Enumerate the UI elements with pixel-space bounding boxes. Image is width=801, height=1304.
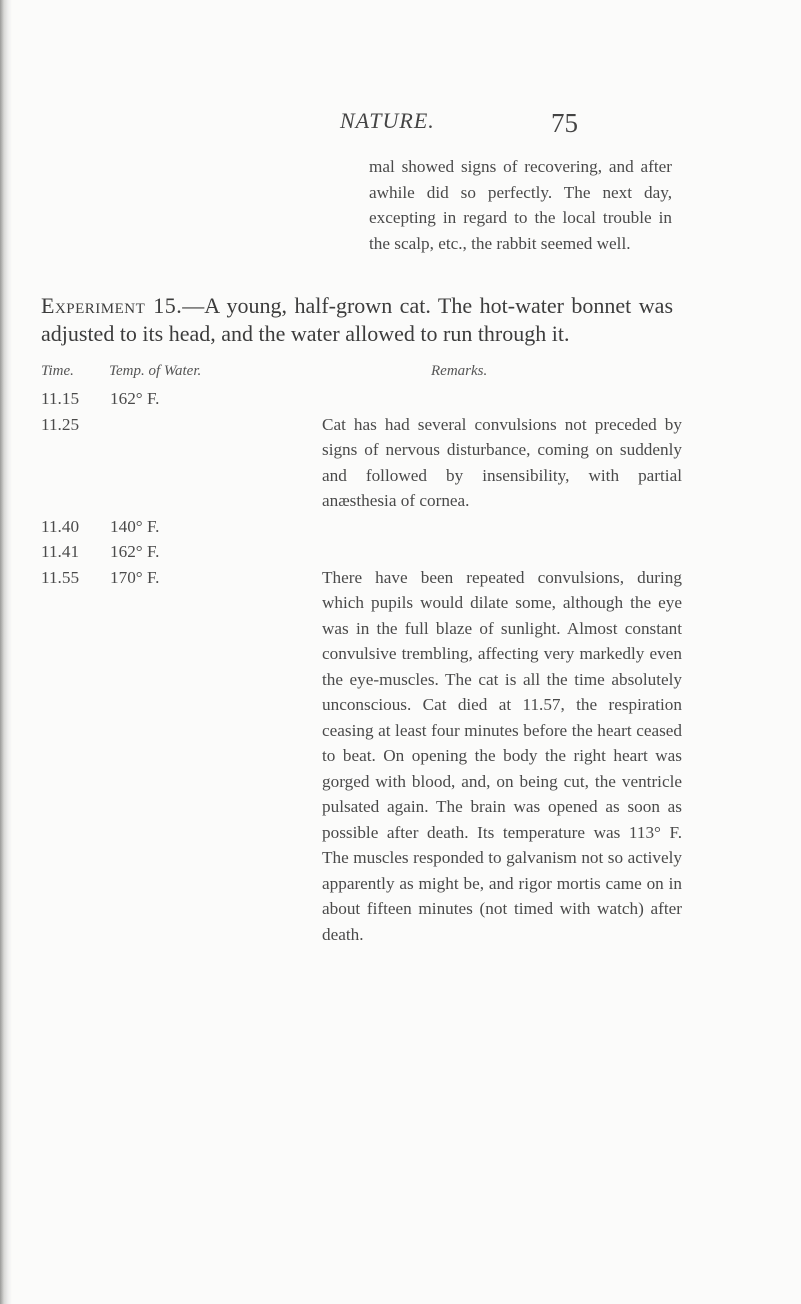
row-time: 11.40 bbox=[41, 516, 80, 536]
page-number: 75 bbox=[551, 108, 578, 138]
continued-paragraph: mal showed signs of recovering, and after awhile did so perfectly. The next day, excepting in regard to the local trouble in the scalp, etc., the rabbit seemed well. bbox=[369, 157, 672, 253]
book-spine-shadow bbox=[0, 0, 12, 1304]
header-remarks: Remarks. bbox=[431, 363, 488, 379]
table-row bbox=[41, 565, 681, 948]
table-row bbox=[41, 412, 681, 514]
experiment-text: —A young, half-grown cat. The hot-water bonnet was adjusted to its head, and the water allowed to run through it. bbox=[41, 293, 674, 346]
row-time: 11.41 bbox=[41, 542, 80, 561]
row-remarks: Cat has had several convulsions not preceded by signs of nervous disturbance, coming on suddenly and followed by insensibility, with partial anæsthesia of cornea. bbox=[322, 414, 682, 510]
row-time: 11.25 bbox=[41, 414, 80, 434]
row-remarks bbox=[322, 386, 682, 412]
row-temp: 170° F. bbox=[110, 567, 160, 587]
header-temp: Temp. of Water. bbox=[109, 363, 202, 379]
row-temp: 162° F. bbox=[110, 389, 160, 408]
row-remarks bbox=[322, 514, 682, 540]
experiment-paragraph bbox=[41, 292, 673, 348]
observation-table bbox=[41, 363, 681, 947]
running-head bbox=[0, 108, 801, 148]
row-remarks: There have been repeated convulsions, during which pupils would dilate some, although the eye was in the full blaze of sunlight. Almost constant convulsive trembling, affecting very markedly even the eye-muscles. The cat is all the time absolutely unconscious. Cat died at 11.57, the respiration ceasing at least four minutes before the heart ceased to beat. On opening the body the right heart was gorged with blood, and, on being cut, the ventricle pulsated again. The brain was opened as soon as possible after death. Its temperature was 113° F. The muscles responded to galvanism not so actively apparently as might be, and rigor mortis came on in about fifteen minutes (not timed with watch) after death. bbox=[322, 567, 682, 944]
running-title: NATURE. bbox=[340, 108, 435, 133]
row-temp: 162° F. bbox=[110, 542, 160, 561]
row-remarks bbox=[322, 539, 682, 565]
table-row bbox=[41, 386, 681, 412]
table-header bbox=[41, 363, 681, 386]
row-time: 11.15 bbox=[41, 389, 80, 408]
table-row bbox=[41, 539, 681, 565]
row-time: 11.55 bbox=[41, 567, 80, 587]
header-time: Time. bbox=[41, 363, 74, 379]
row-temp: 140° F. bbox=[110, 516, 160, 536]
experiment-heading: Experiment 15. bbox=[41, 293, 183, 318]
table-row bbox=[41, 514, 681, 540]
